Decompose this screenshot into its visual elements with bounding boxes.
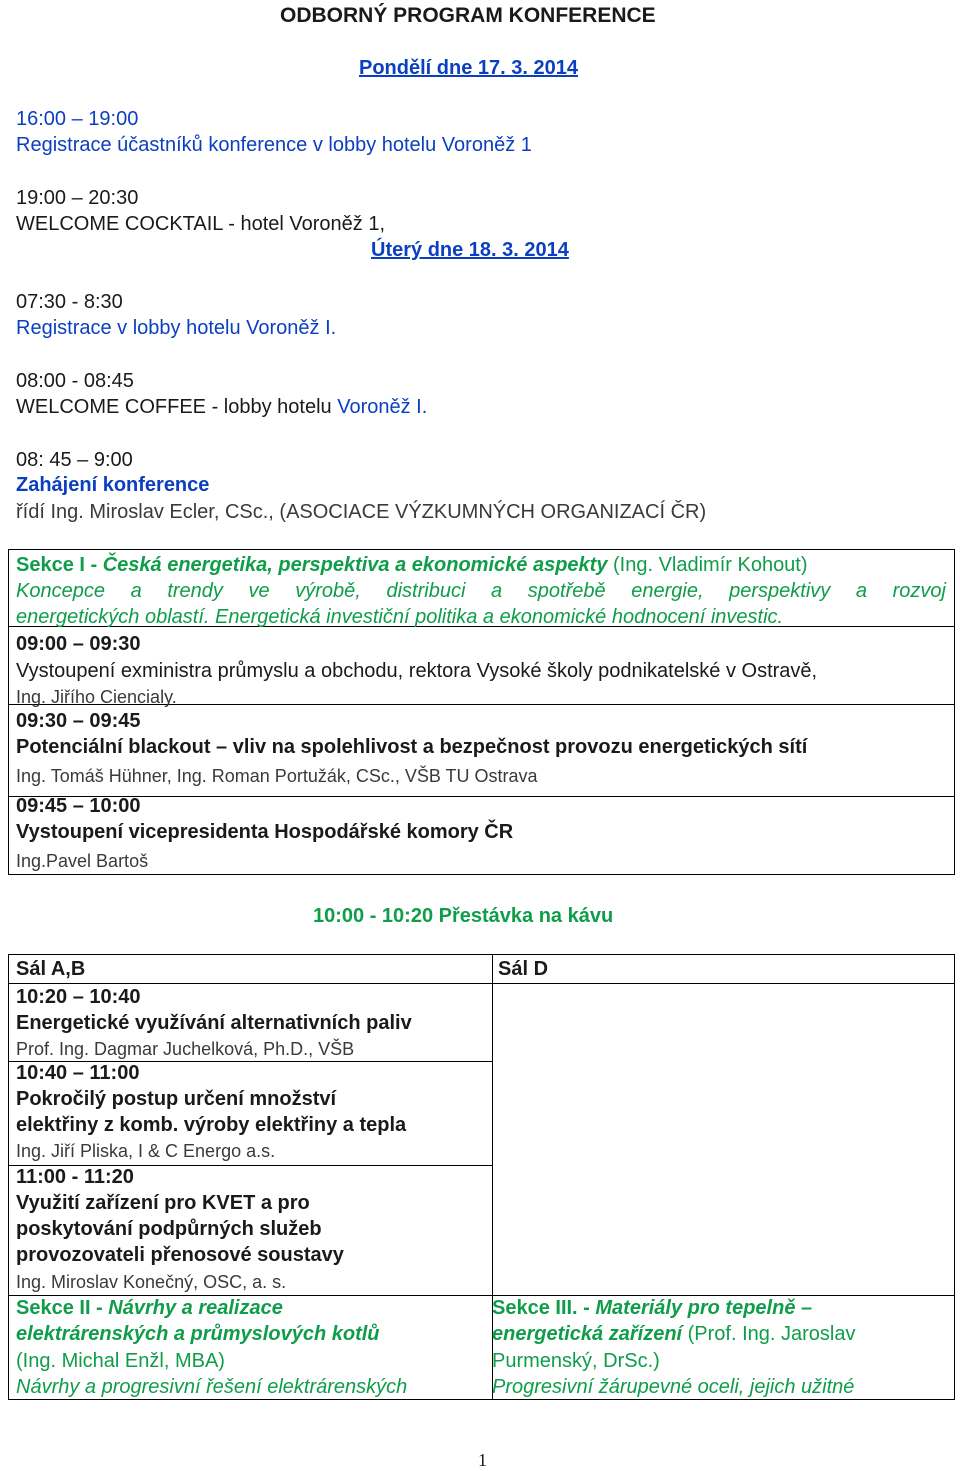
coffee-break: 10:00 - 10:20 Přestávka na kávu <box>313 905 614 927</box>
day2-text-2a: WELCOME COFFEE - lobby hotelu <box>16 396 338 418</box>
section3-heading <box>492 1295 812 1321</box>
talk-time: 10:20 – 10:40 <box>16 986 141 1008</box>
talk-speaker-names: Ing. Tomáš Hühner, Ing. Roman Portužák, CSc. <box>16 766 395 786</box>
day2-time-1: 07:30 - 8:30 <box>16 291 123 313</box>
day2-text-2b: Voroněž I. <box>337 396 428 418</box>
section3-label: Sekce III. - <box>492 1297 596 1319</box>
section1-lead: (Ing. Vladimír Kohout) <box>607 554 808 576</box>
section3-lead-b: Purmenský, DrSc.) <box>492 1350 660 1372</box>
section1-desc-2b: Energetická investiční politika a ekonomické hodnocení investic. <box>215 606 784 628</box>
day2-text-3: Zahájení konference <box>16 474 210 496</box>
section1-desc-2a: energetických oblastí. <box>16 606 215 628</box>
talk-speaker <box>16 763 538 789</box>
talk-speaker: Ing. Jiřího Ciencialy. <box>16 687 177 707</box>
section2-desc: Návrhy a progresivní řešení elektrárenských <box>16 1376 408 1398</box>
talk-title: Potenciální blackout – vliv na spolehlivost a bezpečnost provozu energetických sítí <box>16 736 808 758</box>
chair-org: , (ASOCIACE VÝZKUMNÝCH ORGANIZACÍ ČR) <box>268 501 707 523</box>
talk-title: Pokročilý postup určení množství <box>16 1088 337 1110</box>
day2-text-2 <box>16 394 427 420</box>
day1-text-2: WELCOME COCKTAIL - hotel Voroněž 1, <box>16 213 386 235</box>
day1-text-1: Registrace účastníků konference v lobby hotelu Voroněž 1 <box>16 134 532 156</box>
section3-desc: Progresivní žárupevné oceli, jejich užitné <box>492 1376 855 1398</box>
talk-title: Energetické využívání alternativních paliv <box>16 1012 412 1034</box>
talk-speaker: Prof. Ing. Dagmar Juchelková, Ph.D., VŠB <box>16 1039 355 1059</box>
day2-time-2: 08:00 - 08:45 <box>16 370 134 392</box>
section3-title-2: energetická zařízení <box>492 1323 683 1345</box>
section1-desc-1: Koncepce a trendy ve výrobě, distribuci a spotřebě energie, perspektivy a rozvoj <box>16 580 946 602</box>
day2-heading: Úterý dne 18. 3. 2014 <box>371 239 569 261</box>
talk-title: Vystoupení exministra průmyslu a obchodu, rektora Vysoké školy podnikatelské v Ostravě, <box>16 660 818 682</box>
section2-label: Sekce II - <box>16 1297 109 1319</box>
talk-title: elektřiny z komb. výroby elektřiny a tepla <box>16 1114 407 1136</box>
talk-speaker-org: , VŠB TU Ostrava <box>394 766 538 786</box>
divider <box>9 796 954 797</box>
day2-text-1: Registrace v lobby hotelu Voroněž I. <box>16 317 337 339</box>
chair-name: řídí Ing. Miroslav Ecler, CSc. <box>16 501 269 523</box>
section2-heading <box>16 1295 283 1321</box>
talk-title: Vystoupení vicepresidenta Hospodářské komory ČR <box>16 821 514 843</box>
day1-time-1: 16:00 – 19:00 <box>16 108 139 130</box>
section3-title-1: Materiály pro tepelně – <box>595 1297 813 1319</box>
section1-heading <box>16 552 808 578</box>
talk-time: 09:00 – 09:30 <box>16 633 141 655</box>
day1-time-2: 19:00 – 20:30 <box>16 187 139 209</box>
section1-desc-2 <box>16 604 783 630</box>
divider <box>9 983 954 984</box>
section1-label: Sekce I - <box>16 554 103 576</box>
page-title: ODBORNÝ PROGRAM KONFERENCE <box>280 4 656 27</box>
day2-chair <box>16 499 706 525</box>
section2-title-1: Návrhy a realizace <box>108 1297 283 1319</box>
talk-speaker: Ing. Jiří Pliska, I & C Energo a.s. <box>16 1141 276 1161</box>
day2-time-3: 08: 45 – 9:00 <box>16 449 133 471</box>
hall-right: Sál D <box>498 958 549 980</box>
talk-time: 09:30 – 09:45 <box>16 710 141 732</box>
talk-title: provozovateli přenosové soustavy <box>16 1244 344 1266</box>
talk-time: 10:40 – 11:00 <box>16 1062 140 1084</box>
talk-time: 09:45 – 10:00 <box>16 795 141 817</box>
section3-lead-a: (Prof. Ing. Jaroslav <box>682 1323 856 1345</box>
section2-title-2: elektrárenských a průmyslových kotlů <box>16 1323 380 1345</box>
talk-time: 11:00 - 11:20 <box>16 1166 134 1188</box>
section2-lead: (Ing. Michal Enžl, MBA) <box>16 1350 225 1372</box>
talk-title: poskytování podpůrných služeb <box>16 1218 322 1240</box>
hall-left: Sál A,B <box>16 958 86 980</box>
talk-speaker: Ing. Miroslav Konečný, OSC, a. s. <box>16 1272 287 1292</box>
talk-title: Využití zařízení pro KVET a pro <box>16 1192 310 1214</box>
day1-heading: Pondělí dne 17. 3. 2014 <box>359 57 578 79</box>
section3-title-2-line <box>492 1321 856 1347</box>
talk-speaker: Ing.Pavel Bartoš <box>16 851 149 871</box>
section1-title: Česká energetika, perspektiva a ekonomické aspekty <box>102 554 608 576</box>
page-number: 1 <box>478 1450 487 1470</box>
